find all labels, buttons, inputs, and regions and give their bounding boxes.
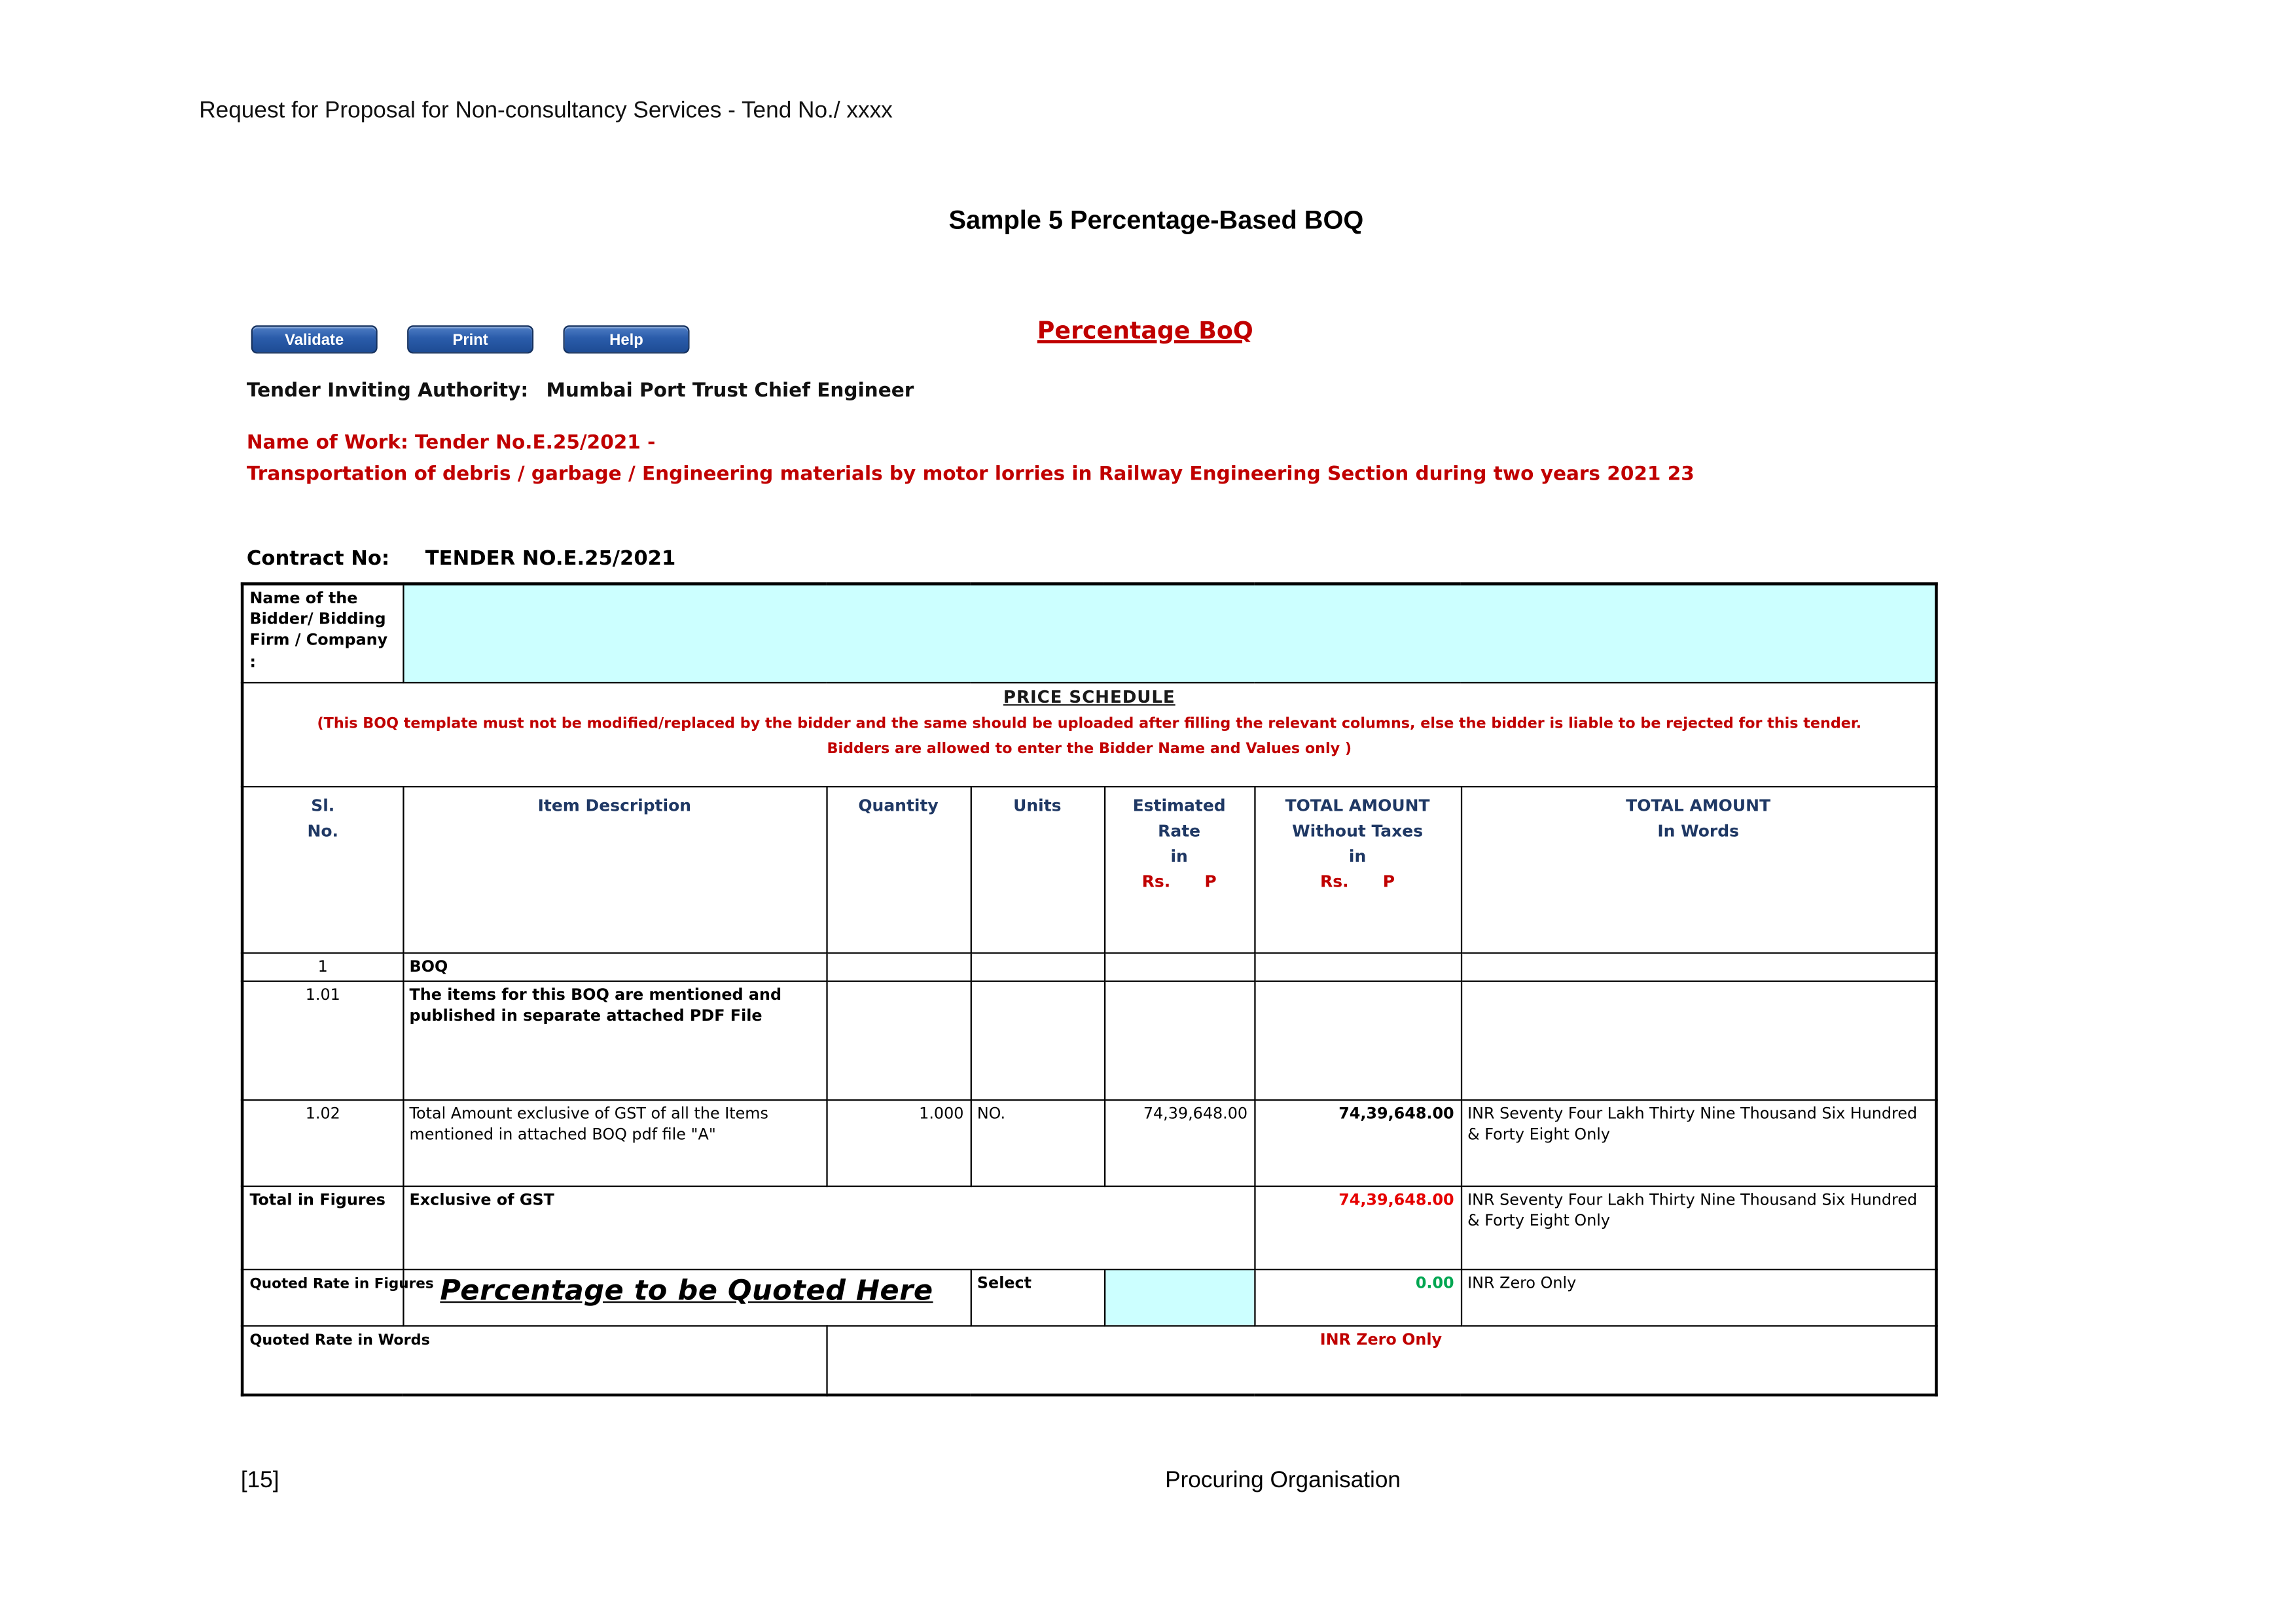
select-dropdown[interactable]: Select [971, 1269, 1104, 1325]
help-button[interactable]: Help [564, 325, 690, 353]
bidder-name-label: Name of the Bidder/ Bidding Firm / Company : [242, 584, 403, 682]
quoted-total-value: 0.00 [1254, 1269, 1461, 1325]
empty-cell [1104, 952, 1254, 981]
price-table [241, 582, 1938, 1397]
footer-organisation: Procuring Organisation [1165, 1468, 1401, 1493]
empty-cell [1254, 952, 1461, 981]
quoted-rate-figures-label: Quoted Rate in Figures [249, 1275, 434, 1292]
quoted-percentage-input[interactable] [1104, 1269, 1254, 1325]
name-of-work-line1: Name of Work: Tender No.E.25/2021 - [246, 432, 656, 455]
schedule-note-line1: (This BOQ template must not be modified/replaced by the bidder and the same should be uploaded after filling the relevant columns, else the bidder is liable to be rejected for this tender. [317, 716, 1862, 733]
sheet-title-heading: Percentage BoQ [1037, 316, 1253, 345]
sl-no-cell: 1 [242, 952, 403, 981]
item-description-cell: BOQ [403, 952, 826, 981]
price-schedule-row [242, 682, 1936, 786]
quoted-rate-hint-cell [403, 1269, 970, 1325]
quoted-rate-words-label: Quoted Rate in Words [249, 1332, 430, 1349]
grand-total-words: INR Seventy Four Lakh Thirty Nine Thousand Six Hundred & Forty Eight Only [1461, 1186, 1937, 1269]
page-title: Sample 5 Percentage-Based BOQ [948, 205, 1364, 235]
empty-cell [1461, 952, 1937, 981]
sl-no-cell: 1.01 [242, 981, 403, 1100]
empty-cell [1461, 981, 1937, 1100]
bidder-name-input[interactable] [403, 584, 1936, 682]
empty-cell [971, 981, 1104, 1100]
page-number: [15] [240, 1468, 279, 1493]
toolbar [251, 325, 690, 353]
empty-cell [1104, 981, 1254, 1100]
tender-authority-label: Tender Inviting Authority: [246, 380, 529, 403]
price-schedule-cell [242, 682, 1936, 786]
quoted-rate-words-row [242, 1326, 1936, 1396]
exclusive-gst-cell: Exclusive of GST [403, 1186, 1254, 1269]
total-words-cell: INR Seventy Four Lakh Thirty Nine Thousand Six Hundred & Forty Eight Only [1461, 1100, 1937, 1186]
total-amount-cell: 74,39,648.00 [1254, 1100, 1461, 1186]
units-cell: NO. [971, 1100, 1104, 1186]
grand-total-value: 74,39,648.00 [1254, 1186, 1461, 1269]
col-header-sl-no: Sl. No. [242, 786, 403, 952]
empty-cell [1254, 981, 1461, 1100]
table-row-1-01 [242, 981, 1936, 1100]
total-in-figures-label: Total in Figures [242, 1186, 403, 1269]
empty-cell [971, 952, 1104, 981]
print-button[interactable]: Print [407, 325, 533, 353]
item-description-cell: Total Amount exclusive of GST of all the Items mentioned in attached BOQ pdf file "A" [403, 1100, 826, 1186]
estimated-rate-cell: 74,39,648.00 [1104, 1100, 1254, 1186]
col-header-estimated-rate: Estimated Rate in Rs. P [1104, 786, 1254, 952]
item-description-cell: The items for this BOQ are mentioned and published in separate attached PDF File [403, 981, 826, 1100]
name-of-work-line2: Transportation of debris / garbage / Engineering materials by motor lorries in Railway Engineering Section during two years 2021 23 [246, 463, 1695, 485]
quoted-rate-figures-row [242, 1269, 1936, 1325]
quoted-rate-hint: Percentage to be Quoted Here [440, 1274, 933, 1307]
price-schedule-title: PRICE SCHEDULE [1003, 685, 1175, 707]
column-header-row [242, 786, 1936, 952]
bidder-row [242, 584, 1936, 682]
total-in-figures-row [242, 1186, 1936, 1269]
sl-no-cell: 1.02 [242, 1100, 403, 1186]
table-row-1-02 [242, 1100, 1936, 1186]
contract-no-label: Contract No: [246, 546, 390, 571]
col-header-item-description: Item Description [403, 786, 826, 952]
col-header-quantity: Quantity [826, 786, 970, 952]
quoted-rate-figures-label-cell [242, 1269, 434, 1325]
name-of-work [247, 429, 1695, 491]
contract-no-value: TENDER NO.E.25/2021 [425, 546, 676, 571]
schedule-note-line2: Bidders are allowed to enter the Bidder Name and Values only ) [827, 741, 1352, 758]
tender-authority [247, 380, 914, 402]
tender-authority-value: Mumbai Port Trust Chief Engineer [546, 380, 914, 403]
empty-cell [826, 952, 970, 981]
col-header-total-amount: TOTAL AMOUNT Without Taxes in Rs. P [1254, 786, 1461, 952]
quantity-cell: 1.000 [826, 1100, 970, 1186]
document-header: Request for Proposal for Non-consultancy Services - Tend No./ xxxx [199, 97, 893, 124]
col-header-total-words: TOTAL AMOUNT In Words [1461, 786, 1937, 952]
validate-button[interactable]: Validate [251, 325, 378, 353]
table-row-1 [242, 952, 1936, 981]
quoted-rate-words-value: INR Zero Only [826, 1326, 1936, 1396]
empty-cell [826, 981, 970, 1100]
contract-no [247, 547, 675, 571]
quoted-rate-words-label-cell [242, 1326, 826, 1396]
col-header-units: Units [971, 786, 1104, 952]
quoted-total-words: INR Zero Only [1461, 1269, 1937, 1325]
